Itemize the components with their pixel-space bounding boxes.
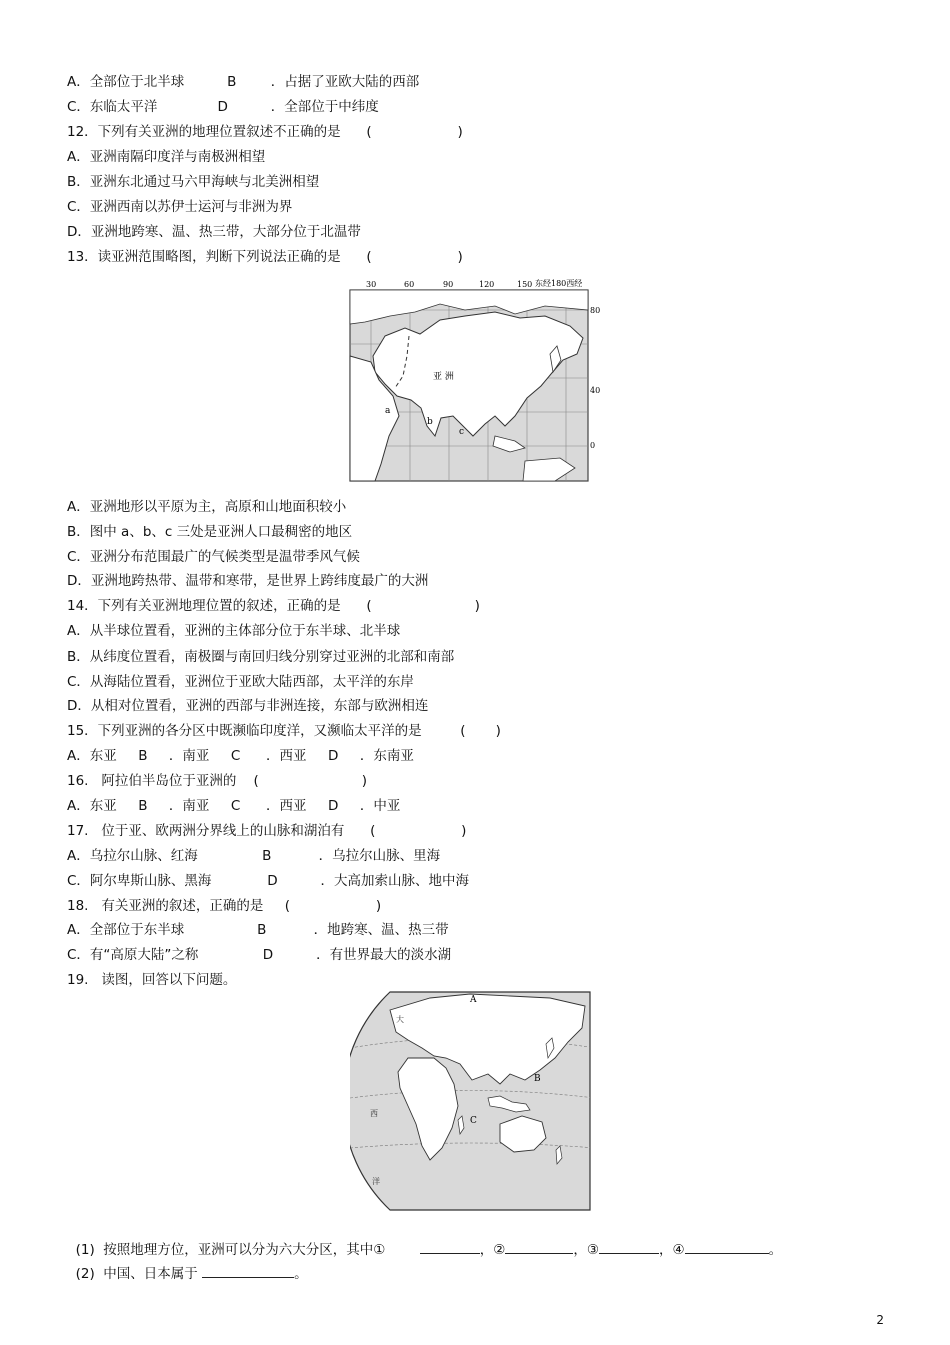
q11-options-cd: C．东临太平洋 D ．全部位于中纬度 xyxy=(67,99,379,115)
ocean-label-1: 大 xyxy=(396,1015,404,1024)
answer-blank-5[interactable] xyxy=(202,1264,294,1278)
q19-stem: 19. 读图，回答以下问题。 xyxy=(67,972,237,988)
q17-options-cd: C．阿尔卑斯山脉、黑海 D ．大高加索山脉、地中海 xyxy=(67,873,470,889)
answer-blank-2[interactable] xyxy=(505,1240,573,1254)
q19-sep: ，④ xyxy=(658,1242,685,1258)
q16-options: A．东亚 B ．南亚 C ．西亚 D ．中亚 xyxy=(67,798,401,814)
q19-sep: ，② xyxy=(479,1242,506,1258)
answer-blank-1[interactable] xyxy=(420,1240,480,1254)
q17-stem: 17. 位于亚、欧两洲分界线上的山脉和湖泊有 ( ) xyxy=(67,823,467,839)
q12-stem: 12．下列有关亚洲的地理位置叙述不正确的是 ( ) xyxy=(67,124,463,140)
lat-label: 40 xyxy=(590,386,601,395)
q15-options: A．东亚 B ．南亚 C ．西亚 D ．东南亚 xyxy=(67,748,414,764)
q12-option-b: B．亚洲东北通过马六甲海峡与北美洲相望 xyxy=(67,174,320,190)
q13-option-b: B．图中 a、b、c 三处是亚洲人口最稠密的地区 xyxy=(67,524,353,540)
q17-options-ab: A．乌拉尔山脉、红海 B ．乌拉尔山脉、里海 xyxy=(67,848,441,864)
asia-label: 亚 洲 xyxy=(433,372,454,382)
marker-b: b xyxy=(427,417,433,427)
q12-option-a: A．亚洲南隔印度洋与南极洲相望 xyxy=(67,149,266,165)
q13-option-a: A．亚洲地形以平原为主，高原和山地面积较小 xyxy=(67,499,347,515)
q13-option-d: D．亚洲地跨热带、温带和寒带，是世界上跨纬度最广的大洲 xyxy=(67,573,429,589)
marker-B: B xyxy=(534,1074,541,1084)
q16-stem: 16. 阿拉伯半岛位于亚洲的 ( ) xyxy=(67,773,368,789)
lon-label: 150 xyxy=(517,280,533,289)
q19-part2-prefix: (2) 中国、日本属于 xyxy=(75,1266,203,1282)
lon-label: 120 xyxy=(479,280,495,289)
q19-part2 xyxy=(67,1246,308,1283)
q12-option-c: C．亚洲西南以苏伊士运河与非洲为界 xyxy=(67,199,293,215)
asia-range-map xyxy=(345,276,605,486)
q11-options-ab: A．全部位于北半球 B ．占据了亚欧大陆的西部 xyxy=(67,74,420,90)
q14-stem: 14．下列有关亚洲地理位置的叙述，正确的是 ( ) xyxy=(67,598,480,614)
q18-stem: 18. 有关亚洲的叙述，正确的是 ( ) xyxy=(67,898,382,914)
marker-c: c xyxy=(459,427,465,437)
marker-a: a xyxy=(385,406,391,416)
q14-option-d: D．从相对位置看，亚洲的西部与非洲连接，东部与欧洲相连 xyxy=(67,698,429,714)
q12-option-d: D．亚洲地跨寒、温、热三带，大部分位于北温带 xyxy=(67,224,361,240)
q13-option-c: C．亚洲分布范围最广的气候类型是温带季风气候 xyxy=(67,549,360,565)
lat-label: 80 xyxy=(590,306,601,315)
q14-option-b: B．从纬度位置看，南极圈与南回归线分别穿过亚洲的北部和南部 xyxy=(67,649,455,665)
ocean-label-2: 西 xyxy=(370,1109,378,1118)
q14-option-a: A．从半球位置看，亚洲的主体部分位于东半球、北半球 xyxy=(67,623,401,639)
lon-label: 90 xyxy=(443,280,454,289)
q19-sep: ，③ xyxy=(573,1242,599,1258)
page-number: 2 xyxy=(876,1313,884,1327)
q19-end: 。 xyxy=(768,1242,783,1258)
lat-label: 0 xyxy=(590,441,596,450)
lon-label: 30 xyxy=(366,280,377,289)
q19-part1-prefix: (1) 按照地理方位，亚洲可以分为六大分区，其中① xyxy=(75,1242,386,1258)
marker-C: C xyxy=(470,1116,477,1126)
ocean-label-3: 洋 xyxy=(372,1177,380,1186)
answer-blank-4[interactable] xyxy=(685,1240,769,1254)
marker-A: A xyxy=(470,995,477,1005)
lon-label: 60 xyxy=(404,280,415,289)
answer-blank-3[interactable] xyxy=(599,1240,659,1254)
q14-option-c: C．从海陆位置看，亚洲位于亚欧大陆西部，太平洋的东岸 xyxy=(67,674,414,690)
top-right-label: 东经180西经 xyxy=(535,279,583,288)
q15-stem: 15．下列亚洲的各分区中既濒临印度洋，又濒临太平洋的是 ( ) xyxy=(67,723,501,739)
q18-options-cd: C．有“高原大陆”之称 D ．有世界最大的淡水湖 xyxy=(67,947,452,963)
q18-options-ab: A．全部位于东半球 B ．地跨寒、温、热三带 xyxy=(67,922,449,938)
q19-part2-end: 。 xyxy=(294,1266,308,1282)
eastern-hemisphere-map xyxy=(350,988,595,1214)
q13-stem: 13．读亚洲范围略图，判断下列说法正确的是 ( ) xyxy=(67,249,463,265)
